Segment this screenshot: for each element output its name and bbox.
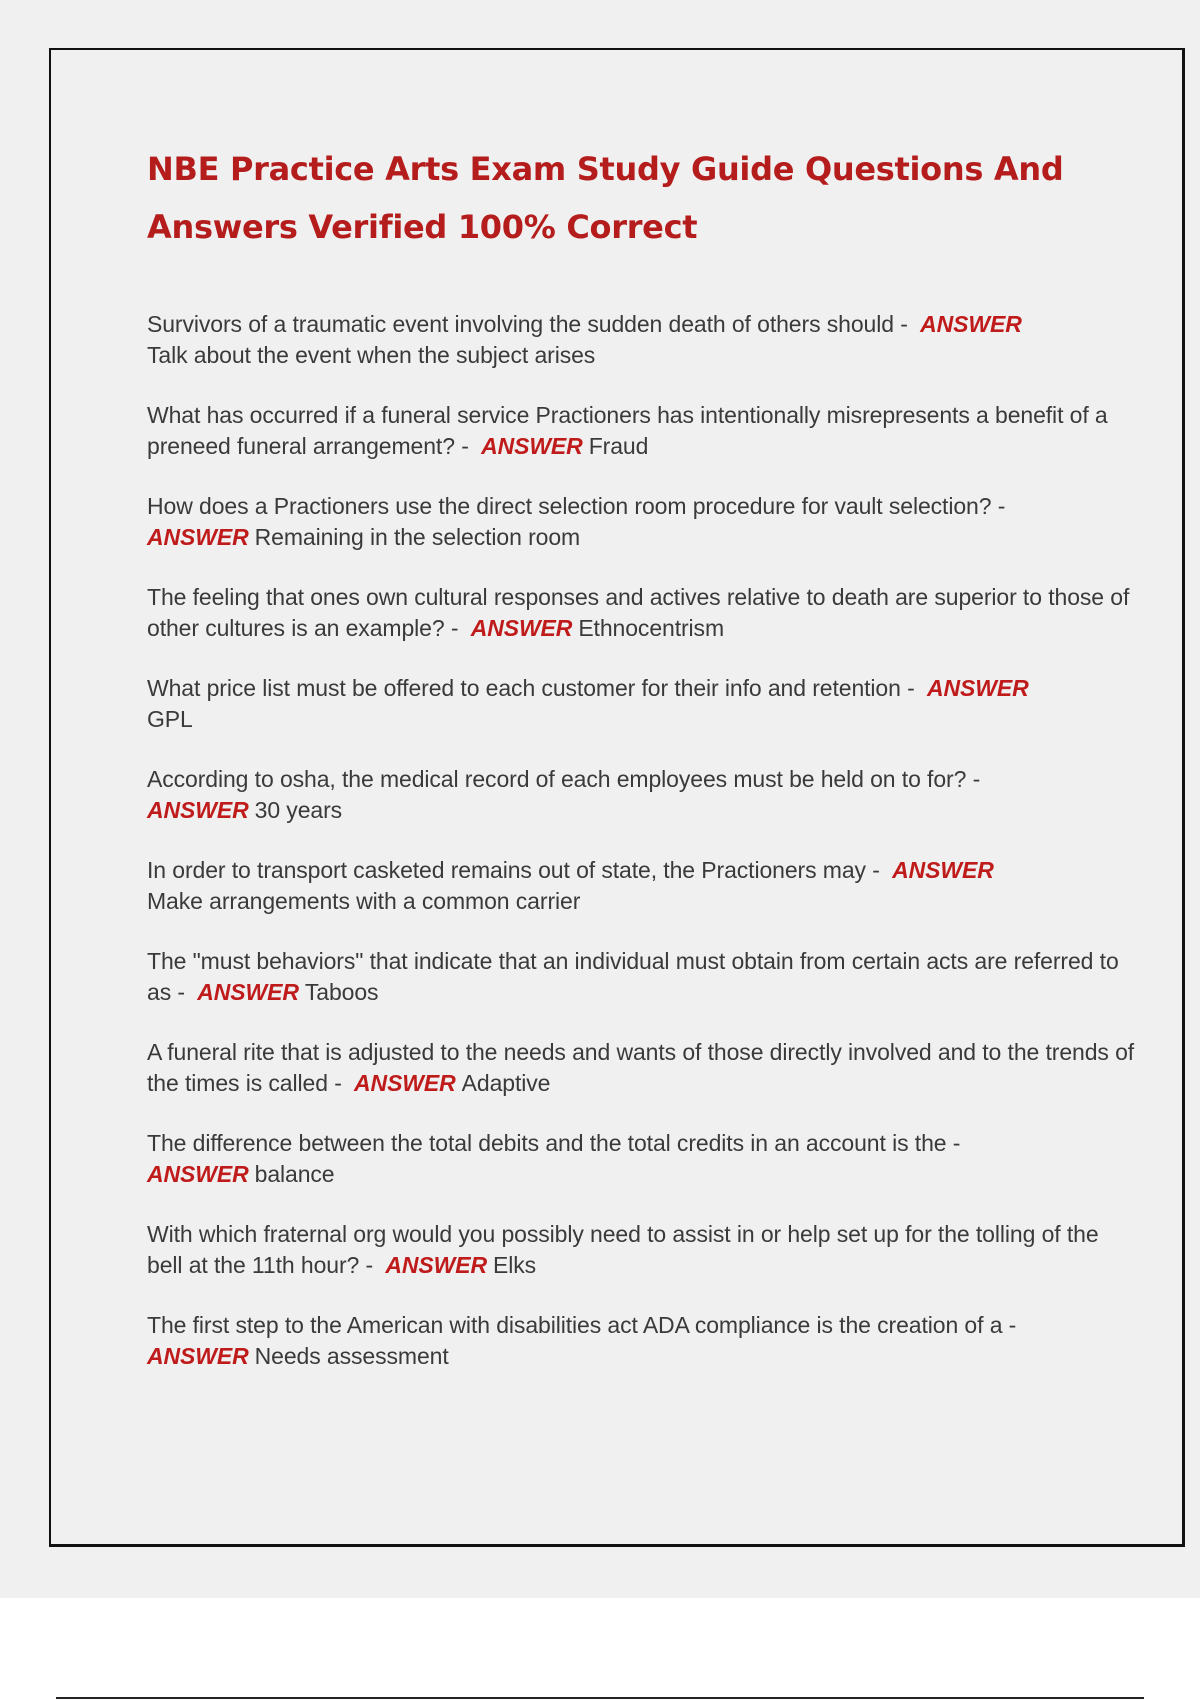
question-text: A funeral rite that is adjusted to the needs and wants of those directly involved and to the trends of the times is called - bbox=[147, 1039, 1135, 1096]
answer-label: ANSWER bbox=[147, 796, 249, 823]
answer-text: Fraud bbox=[588, 432, 649, 459]
answer-label: ANSWER bbox=[926, 675, 1029, 701]
answer-text: balance bbox=[254, 1160, 335, 1187]
answer-text: Needs assessment bbox=[254, 1342, 449, 1369]
question-text: According to osha, the medical record of each employees must be held on to for? - bbox=[147, 766, 981, 792]
answer-label: ANSWER bbox=[920, 311, 1022, 337]
question-text: Survivors of a traumatic event involving the sudden death of others should - bbox=[147, 311, 908, 337]
qa-item bbox=[147, 491, 1137, 552]
answer-label: ANSWER bbox=[147, 523, 249, 550]
question-text: What has occurred if a funeral service Practioners has intentionally misrepresents a benefit of a preneed funeral arrangement? - bbox=[147, 402, 1108, 459]
answer-text: GPL bbox=[147, 705, 193, 732]
answer-label: ANSWER bbox=[354, 1069, 456, 1096]
qa-item bbox=[147, 1219, 1137, 1280]
qa-list bbox=[147, 309, 1137, 1401]
answer-label: ANSWER bbox=[470, 614, 573, 641]
question-text: The difference between the total debits and the total credits in an account is the - bbox=[147, 1130, 961, 1156]
question-text: What price list must be offered to each customer for their info and retention - bbox=[147, 675, 915, 701]
question-text: The "must behaviors" that indicate that an individual must obtain from certain acts are referred to as - bbox=[147, 948, 1119, 1005]
question-text: In order to transport casketed remains out of state, the Practioners may - bbox=[147, 857, 880, 883]
answer-label: ANSWER bbox=[197, 978, 299, 1005]
question-text: How does a Practioners use the direct selection room procedure for vault selection? - bbox=[147, 493, 1006, 519]
answer-text: 30 years bbox=[254, 796, 343, 823]
answer-text: Taboos bbox=[304, 978, 379, 1005]
qa-item bbox=[147, 400, 1137, 461]
answer-label: ANSWER bbox=[147, 1160, 249, 1187]
answer-text: Adaptive bbox=[461, 1069, 551, 1096]
qa-item bbox=[147, 1310, 1137, 1371]
answer-text: Elks bbox=[492, 1251, 537, 1278]
answer-text: Make arrangements with a common carrier bbox=[147, 887, 581, 914]
question-text: With which fraternal org would you possibly need to assist in or help set up for the tolling of the bell at the 11th hour? - bbox=[147, 1221, 1099, 1278]
question-text: The first step to the American with disabilities act ADA compliance is the creation of a - bbox=[147, 1312, 1017, 1338]
answer-label: ANSWER bbox=[385, 1251, 487, 1278]
answer-text: Remaining in the selection room bbox=[254, 523, 581, 550]
answer-text: Talk about the event when the subject arises bbox=[147, 341, 596, 368]
question-text: The feeling that ones own cultural responses and actives relative to death are superior to those of other cultures is an example? - bbox=[147, 584, 1130, 641]
next-page-top-rule bbox=[56, 1697, 1144, 1699]
qa-item bbox=[147, 673, 1137, 734]
qa-item bbox=[147, 855, 1137, 916]
answer-text: Ethnocentrism bbox=[578, 614, 725, 641]
document-frame bbox=[49, 48, 1185, 1547]
qa-item bbox=[147, 1128, 1137, 1189]
qa-item bbox=[147, 1037, 1137, 1098]
qa-item bbox=[147, 309, 1137, 370]
qa-item bbox=[147, 946, 1137, 1007]
answer-label: ANSWER bbox=[892, 857, 994, 883]
qa-item bbox=[147, 582, 1137, 643]
answer-label: ANSWER bbox=[147, 1342, 249, 1369]
document-title: NBE Practice Arts Exam Study Guide Questions And Answers Verified 100% Correct bbox=[147, 150, 1064, 246]
answer-label: ANSWER bbox=[481, 432, 583, 459]
qa-item bbox=[147, 764, 1137, 825]
